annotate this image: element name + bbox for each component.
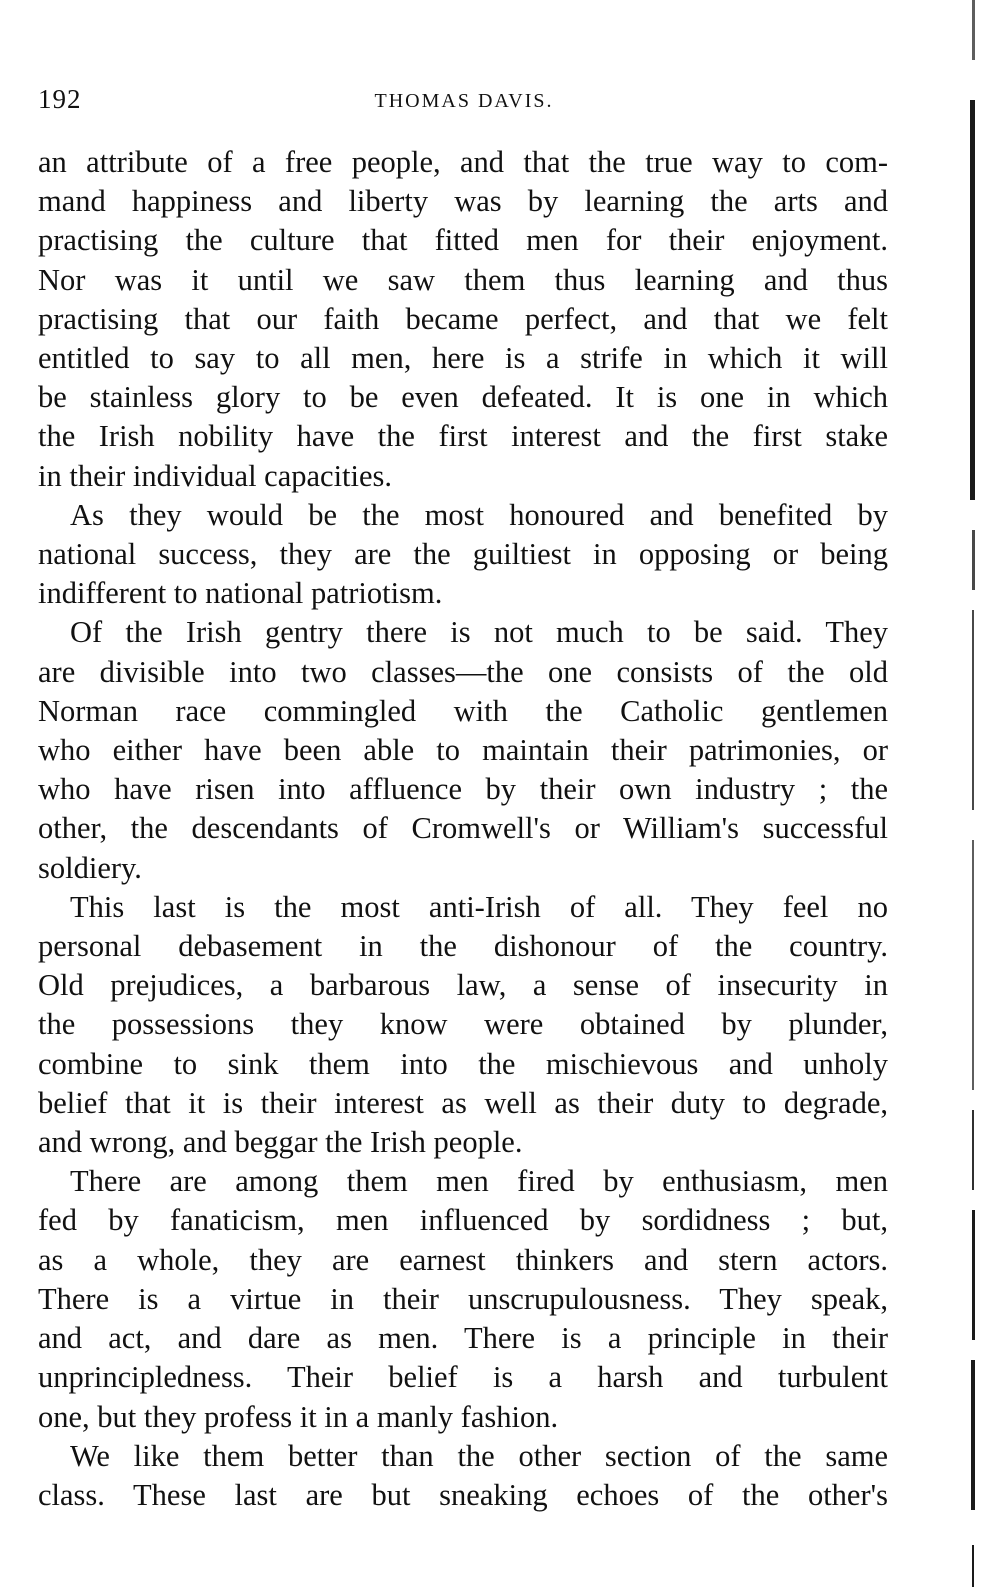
text-line: entitled to say to all men, here is a strife in which it will bbox=[38, 341, 888, 376]
text-line: class. These last are but sneaking echoes of the other's bbox=[38, 1477, 888, 1512]
text-line: who have risen into affluence by their own industry ; the bbox=[38, 772, 888, 807]
text-line: are divisible into two classes—the one consists of the old bbox=[38, 654, 888, 689]
text-line: There is a virtue in their unscrupulousness. They speak, bbox=[38, 1281, 888, 1316]
paragraph bbox=[38, 496, 888, 614]
paragraph bbox=[38, 613, 888, 887]
text-line: in their individual capacities. bbox=[38, 458, 393, 493]
text-line: practising the culture that fitted men for their enjoyment. bbox=[38, 223, 888, 258]
paragraph bbox=[38, 143, 888, 496]
page-number: 192 bbox=[38, 84, 82, 114]
text-line: the Irish nobility have the first interest and the first stake bbox=[38, 419, 888, 454]
text-line: and wrong, and beggar the Irish people. bbox=[38, 1125, 523, 1160]
text-line: one, but they profess it in a manly fashion. bbox=[38, 1399, 559, 1434]
text-line: fed by fanaticism, men influenced by sordidness ; but, bbox=[38, 1203, 888, 1238]
text-line: national success, they are the guiltiest in opposing or being bbox=[38, 537, 888, 572]
text-line: Of the Irish gentry there is not much to be said. They bbox=[70, 615, 888, 650]
binding-edge bbox=[968, 0, 982, 1587]
text-line: practising that our faith became perfect, and that we felt bbox=[38, 301, 888, 336]
paragraph bbox=[38, 888, 888, 1162]
text-line: the possessions they know were obtained by plunder, bbox=[38, 1007, 888, 1042]
text-line: There are among them men fired by enthusiasm, men bbox=[70, 1164, 888, 1199]
text-line: Old prejudices, a barbarous law, a sense of insecurity in bbox=[38, 968, 888, 1003]
text-line: This last is the most anti-Irish of all. They feel no bbox=[70, 889, 888, 924]
text-line: mand happiness and liberty was by learning the arts and bbox=[38, 184, 888, 219]
text-line: an attribute of a free people, and that the true way to com- bbox=[38, 145, 888, 179]
text-line: be stainless glory to be even defeated. It is one in which bbox=[38, 380, 888, 415]
paragraph bbox=[38, 1437, 888, 1515]
text-line: other, the descendants of Cromwell's or William's successful bbox=[38, 811, 888, 846]
text-line: combine to sink them into the mischievous and unholy bbox=[38, 1046, 888, 1081]
text-line: As they would be the most honoured and benefited by bbox=[70, 497, 888, 532]
text-line: unprincipledness. Their belief is a harsh and turbulent bbox=[38, 1360, 888, 1395]
running-head bbox=[38, 84, 890, 118]
text-line: Nor was it until we saw them thus learning and thus bbox=[38, 262, 888, 297]
text-line: as a whole, they are earnest thinkers and stern actors. bbox=[38, 1242, 888, 1277]
text-line: We like them better than the other section of the same bbox=[70, 1438, 888, 1473]
paragraph bbox=[38, 1162, 888, 1436]
text-line: and act, and dare as men. There is a principle in their bbox=[38, 1321, 888, 1356]
text-line: personal debasement in the dishonour of the country. bbox=[38, 929, 888, 964]
text-line: soldiery. bbox=[38, 850, 142, 885]
text-line: who either have been able to maintain their patrimonies, or bbox=[38, 733, 888, 768]
text-line: Norman race commingled with the Catholic gentlemen bbox=[38, 693, 888, 728]
text-line: belief that it is their interest as well as their duty to degrade, bbox=[38, 1085, 888, 1120]
body-text bbox=[38, 143, 888, 1515]
running-title: THOMAS DAVIS. bbox=[374, 90, 554, 112]
text-line: indifferent to national patriotism. bbox=[38, 576, 443, 611]
